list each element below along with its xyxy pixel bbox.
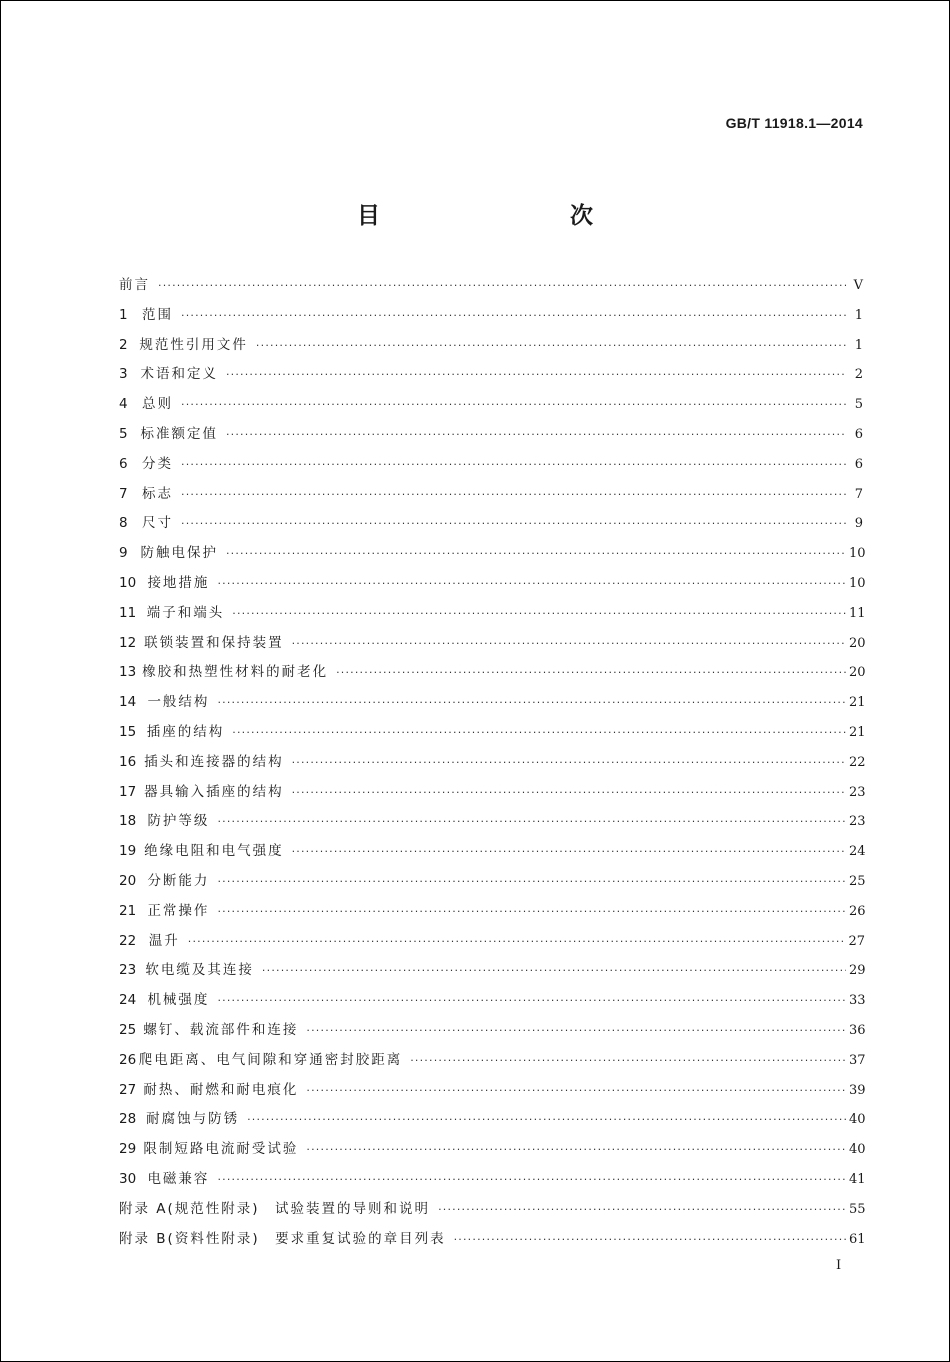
toc-entry-number: 14 — [119, 694, 137, 711]
toc-entry-page: 40 — [849, 1112, 866, 1128]
toc-entry-number: 9 — [119, 545, 128, 562]
toc-entry-page: 10 — [849, 575, 866, 591]
toc-entry-number: 16 — [119, 753, 137, 770]
toc-entry-label: 尺寸 — [142, 515, 174, 532]
toc-entry-number: 21 — [119, 902, 137, 919]
table-of-contents — [119, 273, 866, 1256]
toc-entry-label: 前言 — [119, 277, 150, 293]
dot-leader — [256, 339, 846, 352]
toc-entry-number: 8 — [119, 515, 128, 532]
dot-leader — [232, 726, 846, 739]
toc-entry-number: 29 — [119, 1141, 137, 1158]
dot-leader — [247, 1113, 846, 1126]
toc-entry-number: 6 — [119, 455, 128, 472]
toc-entry-page: 29 — [849, 963, 866, 979]
toc-entry-label: 限制短路电流耐受试验 — [143, 1141, 299, 1158]
toc-entry-label: 温升 — [148, 932, 180, 949]
toc-entry-page: 21 — [849, 724, 866, 740]
toc-entry-number: 4 — [119, 396, 128, 413]
toc-entry-number: 22 — [119, 932, 137, 949]
toc-entry-label: 分断能力 — [147, 872, 210, 889]
dot-leader — [188, 935, 846, 948]
dot-leader — [217, 815, 846, 828]
toc-entry-label: 规范性引用文件 — [139, 336, 248, 353]
toc-entry[interactable] — [119, 750, 866, 780]
toc-entry-number: 12 — [119, 634, 137, 651]
toc-entry-label: 绝缘电阻和电气强度 — [144, 843, 284, 860]
toc-entry-label: 标准额定值 — [140, 425, 218, 442]
dot-leader — [181, 517, 846, 530]
toc-entry[interactable] — [119, 422, 863, 452]
toc-entry[interactable] — [119, 899, 866, 929]
dot-leader — [410, 1054, 846, 1067]
toc-entry[interactable] — [119, 1197, 866, 1227]
toc-entry-label: 软电缆及其连接 — [145, 962, 254, 979]
toc-entry-label: 一般结构 — [147, 694, 210, 711]
toc-entry-label: 总则 — [142, 396, 174, 413]
toc-entry[interactable] — [119, 988, 866, 1018]
dot-leader — [226, 428, 846, 441]
toc-entry-page: 1 — [854, 337, 863, 353]
dot-leader — [306, 1024, 846, 1037]
toc-entry-label: 爬电距离、电气间隙和穿通密封胶距离 — [138, 1051, 403, 1068]
dot-leader — [217, 696, 846, 709]
toc-entry-page: 21 — [849, 695, 866, 711]
toc-entry-number: 3 — [119, 366, 128, 383]
toc-entry-page: 23 — [849, 814, 866, 830]
toc-entry-number: 24 — [119, 992, 137, 1009]
dot-leader — [217, 905, 846, 918]
dot-leader — [292, 637, 846, 650]
toc-entry[interactable] — [119, 1167, 866, 1197]
toc-entry-label: 联锁装置和保持装置 — [144, 634, 284, 651]
toc-entry[interactable] — [119, 392, 863, 422]
toc-entry-label: 防触电保护 — [140, 545, 218, 562]
toc-entry-page: 24 — [849, 844, 866, 860]
dot-leader — [226, 547, 846, 560]
toc-entry[interactable] — [119, 869, 866, 899]
page-title: 目 次 — [357, 203, 641, 229]
toc-entry-page: 41 — [849, 1171, 866, 1187]
toc-entry[interactable] — [119, 362, 863, 392]
toc-entry-number: 23 — [119, 962, 137, 979]
toc-entry[interactable] — [119, 1078, 866, 1108]
dot-leader — [158, 279, 846, 292]
toc-entry-number: 5 — [119, 425, 128, 442]
toc-entry-label: 附录 B(资料性附录) 要求重复试验的章目列表 — [119, 1230, 446, 1247]
toc-entry-page: 6 — [854, 426, 863, 442]
toc-entry-number: 17 — [119, 783, 137, 800]
toc-entry-page: 2 — [854, 367, 863, 383]
toc-entry-page: 26 — [849, 903, 866, 919]
dot-leader — [438, 1203, 846, 1216]
toc-entry-page: 36 — [849, 1022, 866, 1038]
toc-entry-label: 插座的结构 — [146, 723, 225, 740]
toc-entry-page: 37 — [849, 1052, 866, 1068]
toc-entry-page: 7 — [854, 486, 863, 502]
toc-entry[interactable] — [119, 720, 866, 750]
toc-entry-page: 6 — [854, 456, 863, 472]
toc-entry-page: 25 — [849, 873, 866, 889]
toc-entry-number: 19 — [119, 843, 137, 860]
toc-entry-page: 61 — [849, 1231, 866, 1247]
dot-leader — [232, 607, 846, 620]
toc-entry-page: 39 — [849, 1082, 866, 1098]
toc-entry-label: 插头和连接器的结构 — [144, 753, 284, 770]
toc-entry[interactable] — [119, 482, 863, 512]
toc-entry-label: 耐热、耐燃和耐电痕化 — [143, 1081, 299, 1098]
toc-entry-label: 正常操作 — [147, 902, 210, 919]
dot-leader — [306, 1084, 846, 1097]
toc-entry-page: 23 — [849, 784, 866, 800]
toc-entry[interactable] — [119, 631, 866, 661]
dot-leader — [181, 309, 846, 322]
toc-entry[interactable] — [119, 780, 866, 810]
toc-entry[interactable] — [119, 690, 866, 720]
toc-entry-number: 26 — [119, 1051, 137, 1068]
toc-entry-page: 33 — [849, 993, 866, 1009]
toc-entry-page: V — [853, 278, 863, 293]
toc-entry[interactable] — [119, 1227, 866, 1257]
toc-entry-label: 电磁兼容 — [147, 1170, 210, 1187]
toc-entry[interactable] — [119, 511, 863, 541]
toc-entry-number: 18 — [119, 813, 137, 830]
toc-entry-label: 标志 — [142, 485, 174, 502]
toc-entry-page: 1 — [854, 307, 863, 323]
toc-entry-number: 11 — [119, 604, 137, 621]
toc-entry-page: 9 — [854, 516, 863, 532]
toc-entry-number: 28 — [119, 1111, 137, 1128]
toc-entry[interactable] — [119, 958, 866, 988]
toc-entry-page: 55 — [849, 1201, 866, 1217]
toc-entry-page: 11 — [849, 605, 866, 621]
toc-entry-label: 防护等级 — [147, 813, 210, 830]
toc-entry-page: 20 — [849, 635, 866, 651]
toc-entry-number: 30 — [119, 1170, 137, 1187]
toc-entry-label: 分类 — [142, 455, 174, 472]
toc-entry[interactable] — [119, 929, 866, 959]
toc-entry[interactable] — [119, 1018, 866, 1048]
toc-entry[interactable] — [119, 303, 863, 333]
toc-entry[interactable] — [119, 273, 863, 303]
toc-entry-number: 15 — [119, 723, 137, 740]
toc-entry-label: 接地措施 — [147, 574, 210, 591]
toc-entry[interactable] — [119, 809, 866, 839]
toc-entry-number: 25 — [119, 1021, 137, 1038]
toc-entry[interactable] — [119, 571, 866, 601]
toc-entry-label: 范围 — [142, 306, 174, 323]
toc-entry[interactable] — [119, 1137, 866, 1167]
dot-leader — [217, 1173, 846, 1186]
toc-entry-label: 机械强度 — [147, 992, 210, 1009]
toc-entry-label: 器具输入插座的结构 — [144, 783, 284, 800]
toc-entry-page: 20 — [849, 665, 866, 681]
dot-leader — [217, 994, 846, 1007]
toc-entry-number: 2 — [119, 336, 128, 353]
toc-entry[interactable] — [119, 660, 866, 690]
toc-entry-number: 20 — [119, 872, 137, 889]
toc-entry[interactable] — [119, 1048, 866, 1078]
toc-entry-page: 27 — [848, 933, 866, 949]
dot-leader — [181, 458, 846, 471]
toc-entry[interactable] — [119, 1107, 866, 1137]
footer-page-number: I — [836, 1258, 842, 1273]
toc-entry-page: 40 — [849, 1142, 866, 1158]
toc-entry-label: 螺钉、载流部件和连接 — [143, 1021, 299, 1038]
standard-code: GB/T 11918.1—2014 — [725, 115, 863, 131]
dot-leader — [292, 786, 846, 799]
dot-leader — [262, 964, 846, 977]
dot-leader — [217, 875, 846, 888]
dot-leader — [292, 756, 846, 769]
toc-entry-number: 7 — [119, 485, 128, 502]
dot-leader — [454, 1233, 846, 1246]
toc-entry-number: 1 — [119, 306, 128, 323]
toc-entry-page: 5 — [854, 397, 863, 413]
toc-entry[interactable] — [119, 601, 866, 631]
toc-entry-label: 橡胶和热塑性材料的耐老化 — [142, 664, 329, 681]
toc-entry[interactable] — [119, 541, 866, 571]
dot-leader — [306, 1143, 846, 1156]
toc-entry-page: 10 — [849, 546, 866, 562]
toc-entry-label: 端子和端头 — [146, 604, 225, 621]
toc-entry-label: 附录 A(规范性附录) 试验装置的导则和说明 — [119, 1200, 431, 1217]
toc-entry-page: 22 — [849, 754, 866, 770]
dot-leader — [181, 488, 846, 501]
dot-leader — [181, 398, 846, 411]
toc-entry-label: 术语和定义 — [140, 366, 218, 383]
toc-entry[interactable] — [119, 452, 863, 482]
toc-entry-number: 13 — [119, 664, 137, 681]
toc-entry-label: 耐腐蚀与防锈 — [146, 1111, 240, 1128]
dot-leader — [226, 368, 846, 381]
toc-entry[interactable] — [119, 333, 863, 363]
toc-entry-number: 10 — [119, 574, 137, 591]
dot-leader — [336, 666, 846, 679]
toc-entry-number: 27 — [119, 1081, 137, 1098]
dot-leader — [217, 577, 846, 590]
dot-leader — [292, 845, 846, 858]
toc-entry[interactable] — [119, 839, 866, 869]
